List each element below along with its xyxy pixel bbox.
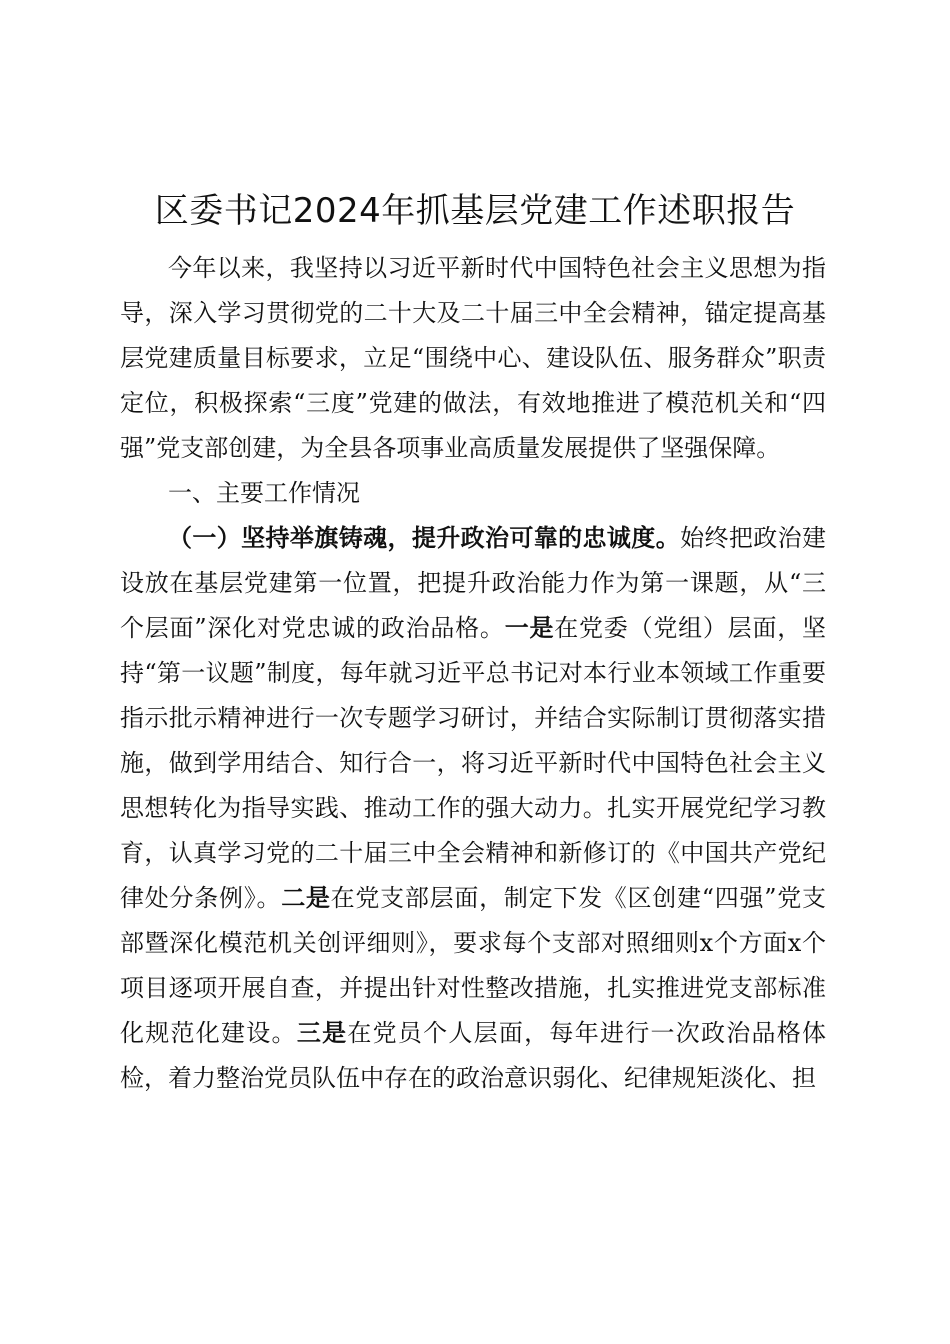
paragraph-text: 在党员个人层面，每年进行一次政治品格体检，着力整治党员队伍中存在的政治意识弱化、纪律规矩淡化、担 (120, 1019, 827, 1092)
subsection-paragraph-political (120, 516, 826, 1101)
subsection-lead-heading: （一）坚持举旗铸魂，提升政治可靠的忠诚度。 (168, 524, 681, 552)
enumeration-marker: 一是 (504, 614, 555, 642)
paragraph-text: 始终把政治建设放在基层党建第一位置，把提升政治能力作为第一课题，从“三个层面”深化对党忠诚的政治品格。 (120, 524, 827, 642)
document-body (120, 246, 826, 1101)
intro-paragraph: 今年以来，我坚持以习近平新时代中国特色社会主义思想为指导，深入学习贯彻党的二十大及二十届三中全会精神，锚定提高基层党建质量目标要求，立足“围绕中心、建设队伍、服务群众”职责定位，积极探索“三度”党建的做法，有效地推进了模范机关和“四强”党支部创建，为全县各项事业高质量发展提供了坚强保障。 (120, 254, 826, 462)
enumeration-marker: 三是 (296, 1019, 348, 1047)
document-title: 区委书记2024年抓基层党建工作述职报告 (154, 191, 796, 231)
enumeration-marker: 二是 (281, 884, 331, 912)
paragraph-text: 在党委（党组）层面，坚持“第一议题”制度，每年就习近平总书记对本行业本领域工作重要指示批示精神进行一次专题学习研讨，并结合实际制订贯彻落实措施，做到学用结合、知行合一，将习近平新时代中国特色社会主义思想转化为指导实践、推动工作的强大动力。扎实开展党纪学习教育，认真学习党的二十届三中全会精神和新修订的《中国共产党纪律处分条例》。 (120, 614, 827, 912)
paragraph-text: 在党支部层面，制定下发《区创建“四强”党支部暨深化模范机关创评细则》，要求每个支部对照细则x个方面x个项目逐项开展自查，并提出针对性整改措施，扎实推进党支部标准化规范化建设。 (120, 884, 827, 1047)
section-heading-main-work: 一、主要工作情况 (168, 479, 360, 507)
